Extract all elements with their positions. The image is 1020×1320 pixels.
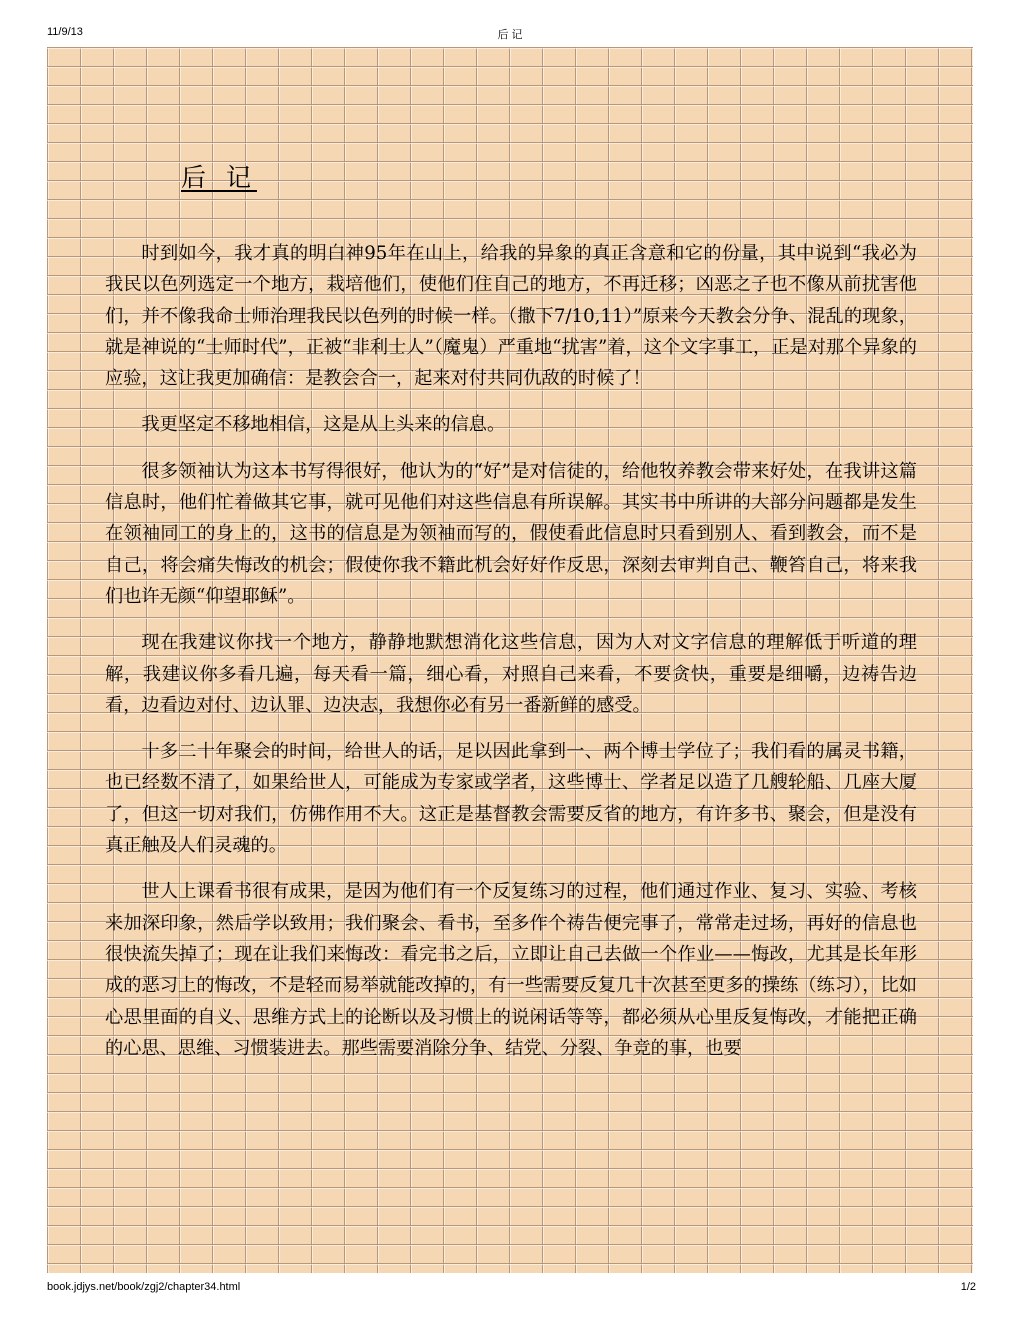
document-body <box>105 150 917 1064</box>
paragraph-2: 我更坚定不移地相信，这是从上头来的信息。 <box>141 414 506 436</box>
paragraph-1: 时到如今，我才真的明白神95年在山上，给我的异象的真正含意和它的份量，其中说到“我必为我民以色列选定一个地方，栽培他们，使他们住自己的地方，不再迁移；凶恶之子也不像从前扰害他们，并不像我命士师治理我民以色列的时候一样。（撒下7/10,11）”原来今天教会分争、混乱的现象，就是神说的“士师时代”，正被“非利士人”（魔鬼）严重地“扰害”着，这个文字事工，正是对那个异象的应验，这让我更加确信：是教会合一，起来对付共同仇敌的时候了！ <box>105 243 917 390</box>
page-number: 1/2 <box>960 1281 976 1293</box>
paragraph-3: 很多领袖认为这本书写得很好，他认为的“好”是对信徒的，给他牧养教会带来好处，在我讲这篇信息时，他们忙着做其它事，就可见他们对这些信息有所误解。其实书中所讲的大部分问题都是发生在领袖同工的身上的，这书的信息是为领袖而写的，假使看此信息时只看到别人、看到教会，而不是自己，将会痛失悔改的机会；假使你我不籍此机会好好作反思，深刻去审判自己、鞭笞自己，将来我们也许无颜“仰望耶稣”。 <box>105 460 917 607</box>
paragraph-5: 十多二十年聚会的时间，给世人的话，足以因此拿到一、两个博士学位了；我们看的属灵书籍，也已经数不清了，如果给世人，可能成为专家或学者，这些博士、学者足以造了几艘轮船、几座大厦了，但这一切对我们，仿佛作用不大。这正是基督教会需要反省的地方，有许多书、聚会，但是没有真正触及人们灵魂的。 <box>105 741 917 857</box>
page-url[interactable]: book.jdjys.net/book/zgj2/chapter34.html <box>47 1281 241 1293</box>
print-header <box>0 26 1020 42</box>
print-title: 后 记 <box>497 29 523 41</box>
paragraph-4: 现在我建议你找一个地方，静静地默想消化这些信息，因为人对文字信息的理解低于听道的理解，我建议你多看几遍，每天看一篇，细心看，对照自己来看，不要贪快，重要是细嚼，边祷告边看，边看边对付、边认罪、边决志，我想你必有另一番新鲜的感受。 <box>105 632 917 716</box>
print-footer <box>0 1281 1020 1297</box>
paragraph-6: 世人上课看书很有成果，是因为他们有一个反复练习的过程，他们通过作业、复习、实验、考核来加深印象，然后学以致用；我们聚会、看书，至多作个祷告便完事了，常常走过场，再好的信息也很快流失掉了；现在让我们来悔改：看完书之后，立即让自己去做一个作业——悔改，尤其是长年形成的恶习上的悔改，不是轻而易举就能改掉的，有一些需要反复几十次甚至更多的操练（练习），比如心思里面的自义、思维方式上的论断以及习惯上的说闲话等等，都必须从心里反复悔改，才能把正确的心思、思维、习惯装进去。那些需要消除分争、结党、分裂、争竞的事，也要 <box>105 881 917 1059</box>
print-date: 11/9/13 <box>47 26 83 38</box>
chapter-title: 后 记 <box>181 163 257 192</box>
